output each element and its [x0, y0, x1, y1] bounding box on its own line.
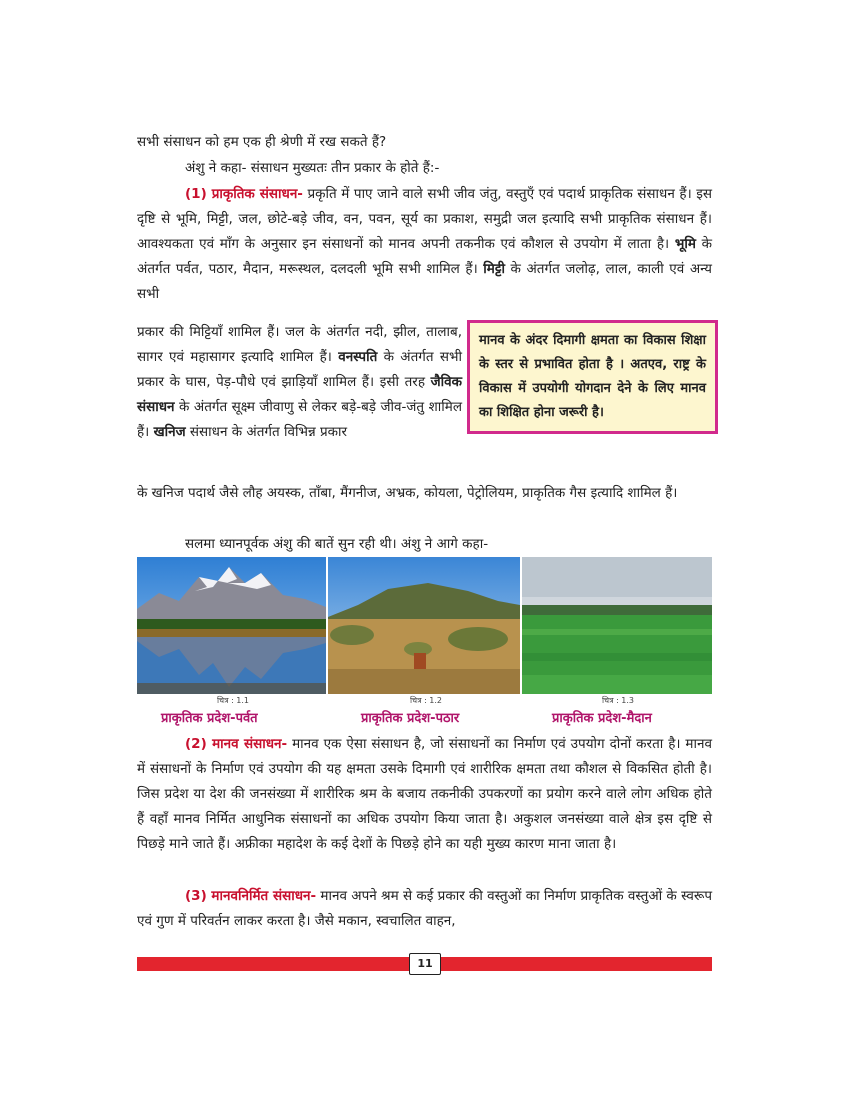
- text: प्रकार की मिट्टियाँ शामिल हैं। जल के अंतर्गत नदी, झील, तालाब, सागर एवं महासागर इत्यादि शामिल हैं।: [137, 324, 462, 365]
- text: के अंतर्गत जलोढ़, लाल, काली एवं अन्य सभी: [137, 261, 712, 302]
- text: मानव एक ऐसा संसाधन है, जो संसाधनों का निर्माण एवं उपयोग दोनों करता है। मानव में संसाधनों के निर्माण एवं उपयोग की यह क्षमता उसके दिमागी एवं शारीरिक क्षमता तथा कौशल से विकसित होती है। जिस प्रदेश या देश की जनसंख्या में शारीरिक श्रम के बजाय तकनीकी उपकरणों का प्रयोग करने वाले लोग अधिक होते हैं वहाँ मानव निर्मित आधुनिक संसाधनों का अधिक उपयोग किया जाता है। अकुशल जनसंख्या वाले क्षेत्र इस दृष्टि से पिछड़े माने जाते हैं। अफ्रीका महादेश के कई देशों के पिछड़े होने का यही मुख्य कारण माना जाता है।: [137, 736, 712, 852]
- text: संसाधन के अंतर्गत विभिन्न प्रकार: [185, 424, 348, 440]
- text: प्रकृति में पाए जाने वाले सभी जीव जंतु, वस्तुएँ एवं पदार्थ प्राकृतिक संसाधन हैं। इस दृष्टि से भूमि, मिट्टी, जल, छोटे-बड़े जीव, वन, पवन, सूर्य का प्रकाश, समुद्री जल इत्यादि सभी प्राकृतिक संसाधन हैं। आवश्यकता एवं माँग के अनुसार इन संसाधनों को मानव अपनी तकनीक एवं कौशल से उपयोग में लाता है।: [137, 186, 712, 252]
- term-land: भूमि: [674, 236, 696, 252]
- natural-resources-paragraph: [137, 182, 712, 307]
- figure-number: चित्र : 1.3: [601, 696, 635, 705]
- intro-question: सभी संसाधन को हम एक ही श्रेणी में रख सकते हैं?: [137, 134, 387, 150]
- minerals-continued: के खनिज पदार्थ जैसे लौह अयस्क, ताँबा, मैंगनीज, अभ्रक, कोयला, पेट्रोलियम, प्राकृतिक गैस इत्यादि शामिल हैं।: [137, 485, 678, 501]
- natural-resources-left-column: [137, 320, 462, 445]
- page-number: 11: [409, 953, 441, 975]
- figure-number: चित्र : 1.1: [216, 696, 250, 705]
- text: के अंतर्गत सभी प्रकार के घास, पेड़-पौधे एवं झाड़ियाँ शामिल हैं। इसी तरह: [137, 349, 462, 390]
- plateau-photo: [328, 557, 520, 694]
- figure-caption-mountain: प्राकृतिक प्रदेश-पर्वत: [161, 711, 258, 726]
- manmade-resources-heading: (3) मानवनिर्मित संसाधन-: [185, 888, 317, 904]
- figure-number: चित्र : 1.2: [409, 696, 443, 705]
- text: के अंतर्गत सूक्ष्म जीवाणु से लेकर बड़े-बड़े जीव-जंतु शामिल हैं।: [137, 399, 462, 440]
- term-soil: मिट्टी: [483, 261, 505, 277]
- figure-caption-plain: प्राकृतिक प्रदेश-मैदान: [552, 711, 652, 726]
- human-resources-paragraph: [137, 732, 712, 857]
- term-vegetation: वनस्पति: [338, 349, 378, 365]
- mountain-photo: [137, 557, 326, 694]
- manmade-resources-paragraph: [137, 884, 712, 934]
- plain-photo: [522, 557, 712, 694]
- salma-listening: सलमा ध्यानपूर्वक अंशु की बातें सुन रही थी। अंशु ने आगे कहा-: [185, 536, 489, 552]
- figure-caption-plateau: प्राकृतिक प्रदेश-पठार: [361, 711, 460, 726]
- text: के अंतर्गत पर्वत, पठार, मैदान, मरूस्थल, दलदली भूमि सभी शामिल हैं।: [137, 236, 712, 277]
- education-callout-box: मानव के अंदर दिमागी क्षमता का विकास शिक्षा के स्तर से प्रभावित होता है । अतएव, राष्ट्र के विकास में उपयोगी योगदान देने के लिए मानव का शिक्षित होना जरूरी है।: [467, 320, 718, 434]
- intro-statement: अंशु ने कहा- संसाधन मुख्यतः तीन प्रकार के होते हैं:-: [185, 160, 440, 176]
- term-biotic: जैविक संसाधन: [137, 374, 462, 415]
- text: मानव अपने श्रम से कई प्रकार की वस्तुओं का निर्माण प्राकृतिक वस्तुओं के स्वरूप एवं गुण में परिवर्तन लाकर करता है। जैसे मकान, स्वचालित वाहन,: [137, 888, 712, 929]
- natural-resources-heading: (1) प्राकृतिक संसाधन-: [185, 186, 303, 202]
- term-mineral: खनिज: [153, 424, 186, 440]
- human-resources-heading: (2) मानव संसाधन-: [185, 736, 288, 752]
